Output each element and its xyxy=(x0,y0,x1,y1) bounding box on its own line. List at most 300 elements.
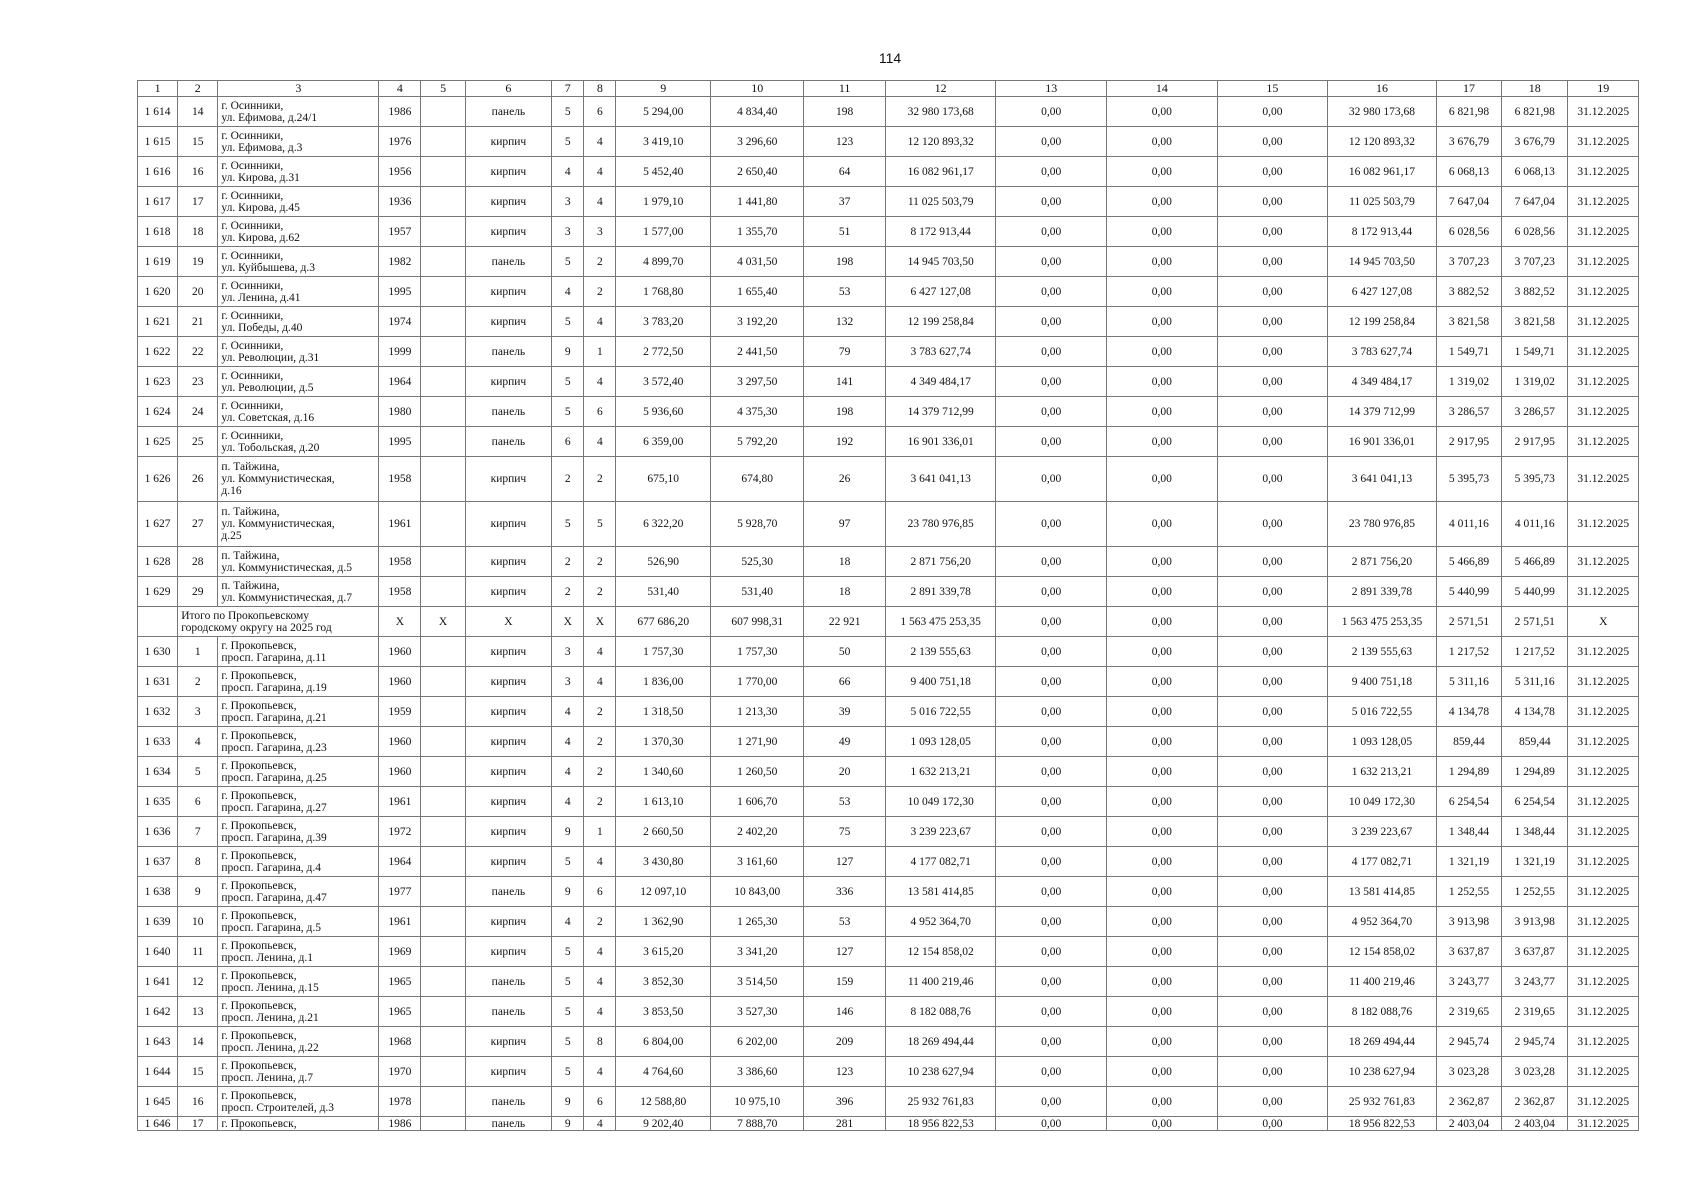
table-cell: 159 xyxy=(804,967,885,997)
table-cell: 675,10 xyxy=(616,457,711,502)
table-cell: 6 359,00 xyxy=(616,427,711,457)
table-cell: 4 xyxy=(584,367,616,397)
table-cell: 11 025 503,79 xyxy=(1328,187,1437,217)
table-cell: кирпич xyxy=(465,502,551,547)
table-cell: 0,00 xyxy=(1107,1117,1218,1131)
table-cell: 4 011,16 xyxy=(1502,502,1568,547)
table-cell: 0,00 xyxy=(1217,367,1328,397)
address-cell xyxy=(218,97,379,127)
table-cell: 18 269 494,44 xyxy=(885,1027,996,1057)
column-header: 8 xyxy=(584,81,616,97)
cell-text-line: г. Прокопьевск, xyxy=(221,1117,297,1130)
table-cell: 0,00 xyxy=(996,937,1107,967)
table-cell: 5 xyxy=(552,847,584,877)
table-cell: 0,00 xyxy=(1217,427,1328,457)
table-cell: 0,00 xyxy=(996,577,1107,607)
table-cell: 0,00 xyxy=(996,967,1107,997)
table-cell: 23 780 976,85 xyxy=(885,502,996,547)
cell-text-line: просп. Строителей, д.3 xyxy=(221,1101,335,1114)
table-cell: 0,00 xyxy=(1107,1027,1218,1057)
table-cell: 4 031,50 xyxy=(710,247,803,277)
table-cell: 1 340,60 xyxy=(616,757,711,787)
table-cell: 3 161,60 xyxy=(710,847,803,877)
table-cell: 198 xyxy=(804,397,885,427)
table-cell: 1 294,89 xyxy=(1436,757,1501,787)
table-cell: кирпич xyxy=(465,1027,551,1057)
table-cell: 0,00 xyxy=(1107,907,1218,937)
table-cell: 2 571,51 xyxy=(1502,607,1568,637)
table-cell: 0,00 xyxy=(1217,217,1328,247)
table-cell: кирпич xyxy=(465,217,551,247)
table-cell: 1 629 xyxy=(138,577,178,607)
table-cell: 37 xyxy=(804,187,885,217)
table-cell: 1960 xyxy=(379,727,421,757)
table-cell: 3 783,20 xyxy=(616,307,711,337)
cell-text-line: г. Прокопьевск, xyxy=(221,729,297,742)
table-cell: 0,00 xyxy=(996,367,1107,397)
table-cell: 1 625 xyxy=(138,427,178,457)
table-cell: 5 395,73 xyxy=(1502,457,1568,502)
table-cell: 20 xyxy=(804,757,885,787)
cell-text-line: г. Прокопьевск, xyxy=(221,819,297,832)
table-cell: 4 134,78 xyxy=(1436,697,1501,727)
table-cell: 8 xyxy=(178,847,218,877)
table-cell: 525,30 xyxy=(710,547,803,577)
table-cell: 15 xyxy=(178,1057,218,1087)
cell-text-line: просп. Гагарина, д.4 xyxy=(221,861,322,874)
table-cell: 2 402,20 xyxy=(710,817,803,847)
table-cell: 0,00 xyxy=(1107,187,1218,217)
table-cell: 6 xyxy=(552,427,584,457)
table-cell: 859,44 xyxy=(1502,727,1568,757)
table-cell: 0,00 xyxy=(1107,727,1218,757)
table-cell: X xyxy=(465,607,551,637)
table-cell: 16 082 961,17 xyxy=(885,157,996,187)
table-cell: 0,00 xyxy=(1217,817,1328,847)
table-cell: 31.12.2025 xyxy=(1568,577,1639,607)
table-cell: 6 254,54 xyxy=(1436,787,1501,817)
table-cell: X xyxy=(584,607,616,637)
table-cell: 5 928,70 xyxy=(710,502,803,547)
table-cell: 5 016 722,55 xyxy=(1328,697,1437,727)
column-number-row xyxy=(138,81,1639,97)
table-cell: 26 xyxy=(178,457,218,502)
table-cell: 4 xyxy=(552,907,584,937)
table-cell: 0,00 xyxy=(996,787,1107,817)
table-cell: 3 676,79 xyxy=(1436,127,1501,157)
table-cell: 8 xyxy=(584,1027,616,1057)
table-cell: 0,00 xyxy=(1107,307,1218,337)
cell-text-line: г. Прокопьевск, xyxy=(221,1029,297,1042)
address-cell xyxy=(218,157,379,187)
table-cell: 2 891 339,78 xyxy=(1328,577,1437,607)
table-cell: 31.12.2025 xyxy=(1568,217,1639,247)
table-cell: 9 400 751,18 xyxy=(885,667,996,697)
table-cell: 0,00 xyxy=(1217,1057,1328,1087)
table-cell: 1 626 xyxy=(138,457,178,502)
table-cell: 31.12.2025 xyxy=(1568,547,1639,577)
table-cell: 4 xyxy=(178,727,218,757)
housing-register-table xyxy=(137,80,1639,1131)
table-cell: 1 549,71 xyxy=(1502,337,1568,367)
table-cell: 1 217,52 xyxy=(1502,637,1568,667)
table-cell: 1 252,55 xyxy=(1436,877,1501,907)
table-cell: 6 804,00 xyxy=(616,1027,711,1057)
table-cell: 0,00 xyxy=(1107,697,1218,727)
table-cell: 1960 xyxy=(379,757,421,787)
table-cell xyxy=(421,577,465,607)
table-cell: 16 901 336,01 xyxy=(1328,427,1437,457)
table-cell: 1 617 xyxy=(138,187,178,217)
table-cell: 1 634 xyxy=(138,757,178,787)
table-cell: 0,00 xyxy=(1107,427,1218,457)
table-cell: 31.12.2025 xyxy=(1568,727,1639,757)
table-cell: 75 xyxy=(804,817,885,847)
table-cell: 2 139 555,63 xyxy=(885,637,996,667)
table-cell: 10 xyxy=(178,907,218,937)
table-cell: 12 120 893,32 xyxy=(885,127,996,157)
table-cell xyxy=(421,127,465,157)
table-cell: кирпич xyxy=(465,787,551,817)
table-cell: кирпич xyxy=(465,937,551,967)
table-cell: 2 xyxy=(584,787,616,817)
table-row xyxy=(138,817,1639,847)
table-cell: кирпич xyxy=(465,277,551,307)
table-cell: 6 xyxy=(584,397,616,427)
table-cell: 31.12.2025 xyxy=(1568,457,1639,502)
table-cell: 3 514,50 xyxy=(710,967,803,997)
table-cell: 1 348,44 xyxy=(1502,817,1568,847)
table-cell: 3 xyxy=(552,637,584,667)
table-cell: 3 913,98 xyxy=(1436,907,1501,937)
table-cell: 31.12.2025 xyxy=(1568,1117,1639,1131)
table-cell: 0,00 xyxy=(1107,967,1218,997)
table-row xyxy=(138,547,1639,577)
table-cell: 24 xyxy=(178,397,218,427)
table-cell: 31.12.2025 xyxy=(1568,1057,1639,1087)
table-cell: 4 xyxy=(584,667,616,697)
table-cell: 1965 xyxy=(379,967,421,997)
address-cell xyxy=(218,637,379,667)
cell-text-line: г. Осинники, xyxy=(221,129,284,142)
table-cell: 5 311,16 xyxy=(1436,667,1501,697)
cell-text-line: г. Осинники, xyxy=(221,339,284,352)
table-cell: 2 362,87 xyxy=(1436,1087,1501,1117)
table-cell: 19 xyxy=(178,247,218,277)
cell-text-line: ул. Коммунистическая, xyxy=(221,518,335,530)
table-cell: 0,00 xyxy=(996,277,1107,307)
cell-text-line: ул. Куйбышева, д.3 xyxy=(221,261,315,274)
table-cell xyxy=(421,817,465,847)
table-cell: 127 xyxy=(804,937,885,967)
table-cell: 4 xyxy=(584,157,616,187)
column-header: 14 xyxy=(1107,81,1218,97)
table-cell: 9 xyxy=(552,877,584,907)
table-cell: 4 xyxy=(552,757,584,787)
table-cell: 97 xyxy=(804,502,885,547)
table-cell: 1 549,71 xyxy=(1436,337,1501,367)
table-cell: 5 xyxy=(552,937,584,967)
column-header: 19 xyxy=(1568,81,1639,97)
table-cell: 1977 xyxy=(379,877,421,907)
table-cell: 6 xyxy=(584,877,616,907)
table-cell: 10 049 172,30 xyxy=(885,787,996,817)
table-cell: 0,00 xyxy=(1217,727,1328,757)
table-cell: 16 xyxy=(178,1087,218,1117)
table-cell: 1936 xyxy=(379,187,421,217)
table-cell xyxy=(421,307,465,337)
table-cell: 0,00 xyxy=(1217,997,1328,1027)
table-cell: 1957 xyxy=(379,217,421,247)
table-cell: 18 xyxy=(178,217,218,247)
table-row xyxy=(138,367,1639,397)
table-cell: 1 622 xyxy=(138,337,178,367)
table-row xyxy=(138,877,1639,907)
table-cell: 0,00 xyxy=(996,502,1107,547)
table-cell: 3 637,87 xyxy=(1502,937,1568,967)
table-cell: 4 952 364,70 xyxy=(885,907,996,937)
table-body xyxy=(138,97,1639,1131)
cell-text-line: д.25 xyxy=(221,530,242,542)
table-cell: 1 093 128,05 xyxy=(1328,727,1437,757)
column-header: 10 xyxy=(710,81,803,97)
table-cell: 0,00 xyxy=(996,247,1107,277)
table-cell: 0,00 xyxy=(996,547,1107,577)
table-cell: 5 452,40 xyxy=(616,157,711,187)
table-cell: кирпич xyxy=(465,1057,551,1087)
table-cell: 0,00 xyxy=(1107,787,1218,817)
table-cell: 1 613,10 xyxy=(616,787,711,817)
address-cell xyxy=(218,997,379,1027)
table-cell: 1 646 xyxy=(138,1117,178,1131)
cell-text-line: ул. Кирова, д.62 xyxy=(221,231,300,244)
table-cell: X xyxy=(421,607,465,637)
table-cell: 1 632 213,21 xyxy=(1328,757,1437,787)
cell-text-line: г. Прокопьевск, xyxy=(221,789,297,802)
total-label-cell xyxy=(178,607,379,637)
table-cell: 0,00 xyxy=(1217,877,1328,907)
table-cell: кирпич xyxy=(465,817,551,847)
table-cell: 1961 xyxy=(379,907,421,937)
table-cell: 3 419,10 xyxy=(616,127,711,157)
table-cell xyxy=(421,1057,465,1087)
table-cell: 0,00 xyxy=(1107,997,1218,1027)
table-cell: 5 792,20 xyxy=(710,427,803,457)
table-row xyxy=(138,637,1639,667)
table-cell: 18 xyxy=(804,547,885,577)
table-cell: 4 xyxy=(584,1117,616,1131)
table-cell: 17 xyxy=(178,187,218,217)
table-cell: 2 917,95 xyxy=(1502,427,1568,457)
table-cell: 5 xyxy=(552,397,584,427)
table-cell: 8 182 088,76 xyxy=(1328,997,1437,1027)
table-cell: 9 xyxy=(552,1087,584,1117)
table-cell: 0,00 xyxy=(1217,247,1328,277)
table-cell: 31.12.2025 xyxy=(1568,187,1639,217)
table-cell: 0,00 xyxy=(996,637,1107,667)
table-cell: 31.12.2025 xyxy=(1568,277,1639,307)
table-cell: 3 821,58 xyxy=(1436,307,1501,337)
table-cell: 0,00 xyxy=(996,997,1107,1027)
table-cell: 4 177 082,71 xyxy=(1328,847,1437,877)
table-cell: 0,00 xyxy=(996,217,1107,247)
table-row xyxy=(138,217,1639,247)
table-cell xyxy=(421,502,465,547)
table-cell: 31.12.2025 xyxy=(1568,997,1639,1027)
table-row xyxy=(138,937,1639,967)
table-cell: 9 xyxy=(178,877,218,907)
table-cell: 31.12.2025 xyxy=(1568,697,1639,727)
table-cell: 0,00 xyxy=(996,1057,1107,1087)
table-cell: 31.12.2025 xyxy=(1568,307,1639,337)
cell-text-line: г. Прокопьевск, xyxy=(221,669,297,682)
table-cell: 6 427 127,08 xyxy=(1328,277,1437,307)
cell-text-line: ул. Ленина, д.41 xyxy=(221,291,301,304)
table-cell: 1 639 xyxy=(138,907,178,937)
cell-text-line: просп. Гагарина, д.5 xyxy=(221,921,322,934)
table-cell: 4 xyxy=(552,727,584,757)
table-cell: 0,00 xyxy=(1107,937,1218,967)
address-cell xyxy=(218,847,379,877)
table-cell: 2 945,74 xyxy=(1502,1027,1568,1057)
table-cell: 0,00 xyxy=(1107,637,1218,667)
table-cell: 32 980 173,68 xyxy=(885,97,996,127)
table-cell: 7 888,70 xyxy=(710,1117,803,1131)
cell-text-line: ул. Ефимова, д.24/1 xyxy=(221,111,318,124)
table-cell: 53 xyxy=(804,787,885,817)
table-cell: 66 xyxy=(804,667,885,697)
table-cell: 0,00 xyxy=(996,1117,1107,1131)
table-cell: 1978 xyxy=(379,1087,421,1117)
cell-text-line: г. Прокопьевск, xyxy=(221,1059,297,1072)
table-row xyxy=(138,907,1639,937)
table-cell: 336 xyxy=(804,877,885,907)
table-cell: 1 xyxy=(584,337,616,367)
table-cell: 2 650,40 xyxy=(710,157,803,187)
cell-text-line: просп. Ленина, д.1 xyxy=(221,951,313,964)
table-cell: 9 202,40 xyxy=(616,1117,711,1131)
table-cell: 0,00 xyxy=(1217,1117,1328,1131)
table-cell: 0,00 xyxy=(996,667,1107,697)
table-cell: 12 199 258,84 xyxy=(885,307,996,337)
table-cell: 6 821,98 xyxy=(1436,97,1501,127)
table-cell: 1968 xyxy=(379,1027,421,1057)
table-cell: 1 319,02 xyxy=(1502,367,1568,397)
table-cell: 6 427 127,08 xyxy=(885,277,996,307)
table-cell: 677 686,20 xyxy=(616,607,711,637)
table-cell: 6 202,00 xyxy=(710,1027,803,1057)
table-cell: 5 311,16 xyxy=(1502,667,1568,697)
table-cell xyxy=(421,217,465,247)
table-cell: 1 217,52 xyxy=(1436,637,1501,667)
table-cell: 13 581 414,85 xyxy=(885,877,996,907)
table-cell: 0,00 xyxy=(996,1027,1107,1057)
table-cell: 0,00 xyxy=(1217,757,1328,787)
table-cell: 5 xyxy=(552,1027,584,1057)
table-cell xyxy=(421,277,465,307)
table-cell: 31.12.2025 xyxy=(1568,637,1639,667)
table-row xyxy=(138,502,1639,547)
table-cell: 11 xyxy=(178,937,218,967)
table-cell: 4 xyxy=(584,967,616,997)
table-cell xyxy=(421,397,465,427)
table-cell: 1 614 xyxy=(138,97,178,127)
table-cell: 6 028,56 xyxy=(1436,217,1501,247)
table-cell: 25 932 761,83 xyxy=(885,1087,996,1117)
table-cell: 4 xyxy=(584,637,616,667)
table-cell: 0,00 xyxy=(1107,367,1218,397)
table-cell: 1 635 xyxy=(138,787,178,817)
cell-text-line: г. Осинники, xyxy=(221,429,284,442)
table-cell: 31.12.2025 xyxy=(1568,502,1639,547)
cell-text-line: г. Прокопьевск, xyxy=(221,699,297,712)
table-cell: 1958 xyxy=(379,547,421,577)
table-cell xyxy=(138,607,178,637)
table-cell: 531,40 xyxy=(616,577,711,607)
table-cell: 1 213,30 xyxy=(710,697,803,727)
table-cell: 192 xyxy=(804,427,885,457)
table-cell: 1 645 xyxy=(138,1087,178,1117)
table-cell: 3 882,52 xyxy=(1436,277,1501,307)
table-cell: 2 660,50 xyxy=(616,817,711,847)
table-cell: 0,00 xyxy=(996,427,1107,457)
table-cell: 31.12.2025 xyxy=(1568,1027,1639,1057)
address-cell xyxy=(218,1117,379,1131)
cell-text-line: д.16 xyxy=(221,485,242,497)
cell-text-line: г. Прокопьевск, xyxy=(221,759,297,772)
table-cell: 0,00 xyxy=(1217,457,1328,502)
table-cell xyxy=(421,1087,465,1117)
table-cell: 6 028,56 xyxy=(1502,217,1568,247)
table-cell: 4 xyxy=(584,127,616,157)
column-header: 1 xyxy=(138,81,178,97)
table-cell xyxy=(421,547,465,577)
table-cell: кирпич xyxy=(465,457,551,502)
cell-text-line: г. Осинники, xyxy=(221,249,284,262)
table-row xyxy=(138,1117,1639,1131)
table-row xyxy=(138,967,1639,997)
table-row xyxy=(138,127,1639,157)
column-header: 18 xyxy=(1502,81,1568,97)
table-row xyxy=(138,577,1639,607)
table-cell: 1964 xyxy=(379,367,421,397)
table-cell: 3 xyxy=(552,187,584,217)
table-cell: 198 xyxy=(804,247,885,277)
table-cell: 0,00 xyxy=(1217,1087,1328,1117)
table-cell: 0,00 xyxy=(1217,157,1328,187)
table-cell: 2 871 756,20 xyxy=(885,547,996,577)
table-cell: 1 321,19 xyxy=(1502,847,1568,877)
address-cell xyxy=(218,547,379,577)
table-cell: 1 441,80 xyxy=(710,187,803,217)
table-cell: 396 xyxy=(804,1087,885,1117)
table-cell: 1972 xyxy=(379,817,421,847)
table-cell: 4 177 082,71 xyxy=(885,847,996,877)
table-row xyxy=(138,337,1639,367)
table-cell: 6 xyxy=(584,97,616,127)
cell-text-line: ул. Ефимова, д.3 xyxy=(221,141,303,154)
cell-text-line: г. Осинники, xyxy=(221,189,284,202)
table-cell: 5 xyxy=(552,967,584,997)
table-cell: 0,00 xyxy=(996,847,1107,877)
table-cell: 1 620 xyxy=(138,277,178,307)
column-header: 13 xyxy=(996,81,1107,97)
table-cell: 1 563 475 253,35 xyxy=(1328,607,1437,637)
table-cell: панель xyxy=(465,967,551,997)
table-cell: 1 638 xyxy=(138,877,178,907)
table-cell: 0,00 xyxy=(1107,847,1218,877)
table-cell: 0,00 xyxy=(1217,607,1328,637)
